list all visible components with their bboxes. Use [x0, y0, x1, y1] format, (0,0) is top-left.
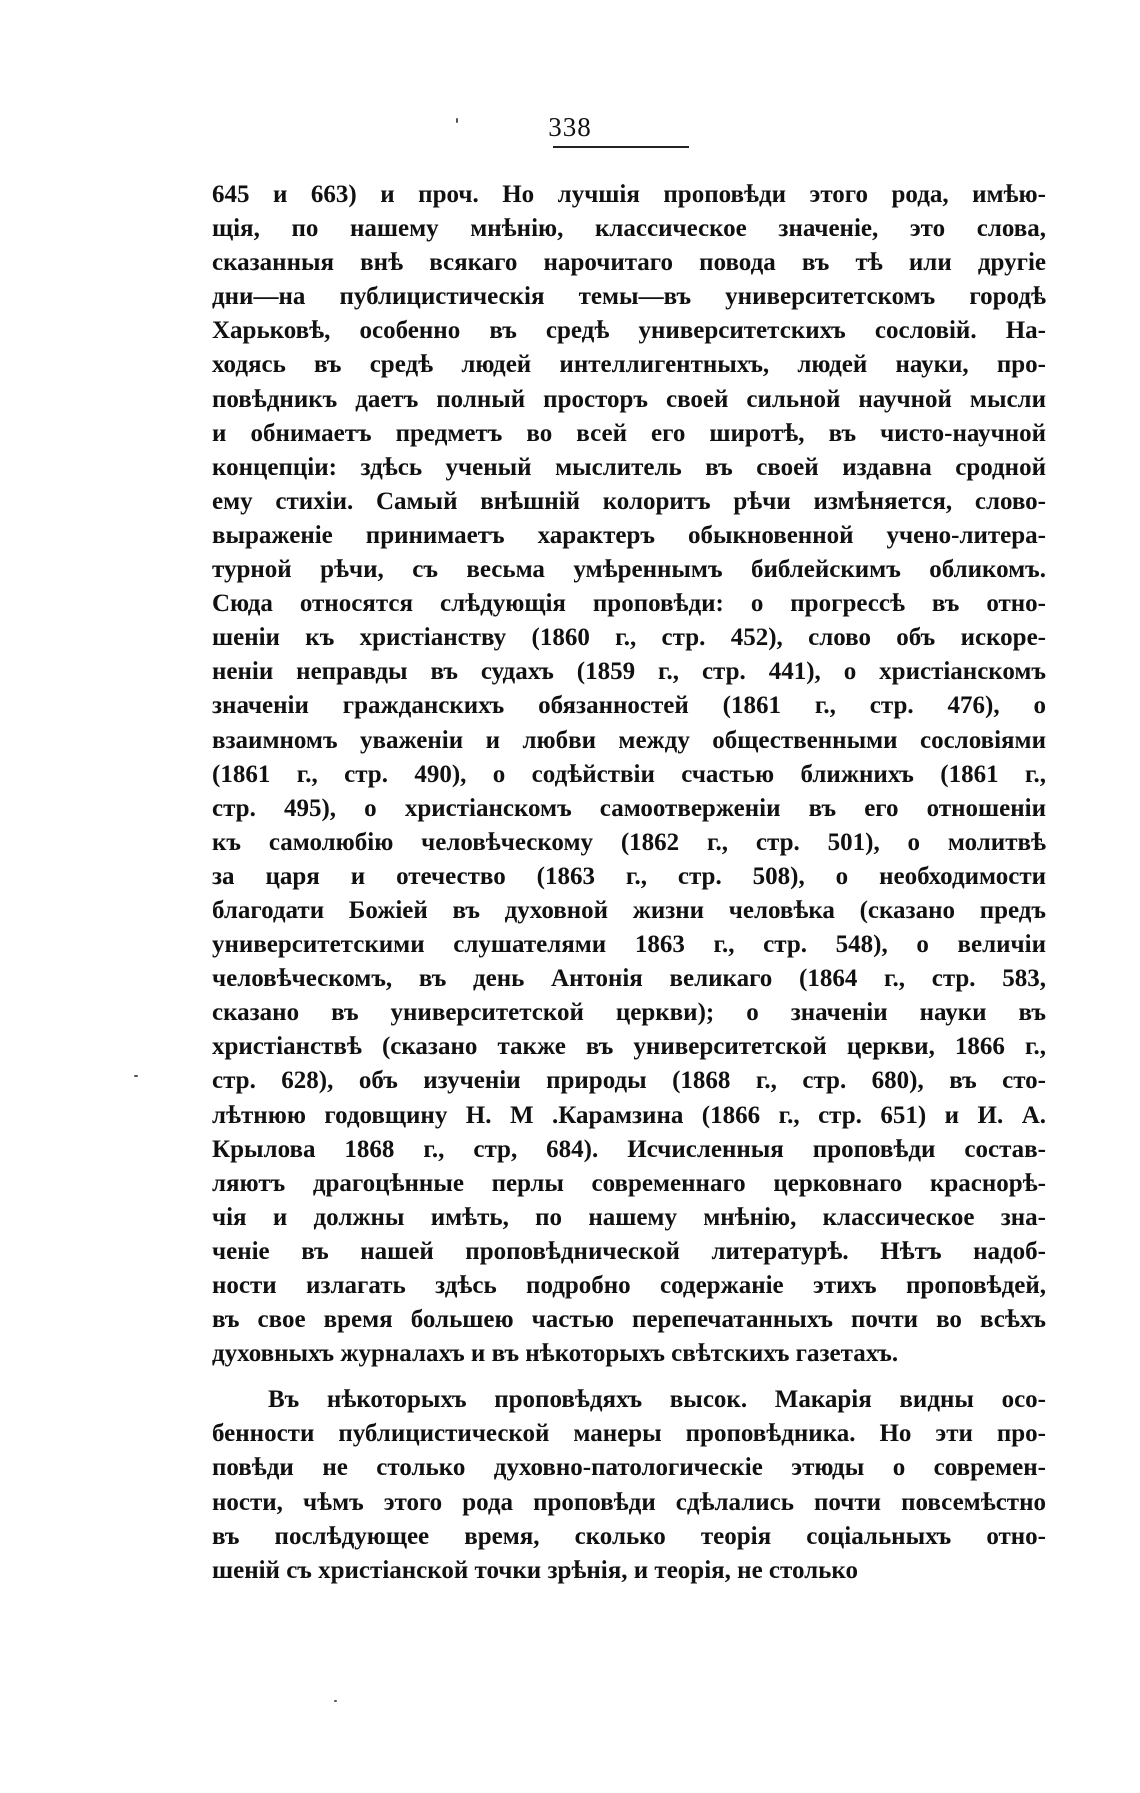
text-line: чія и должны имѣть, по нашему мнѣнію, классическое зна-: [212, 1203, 1046, 1231]
text-line: щія, по нашему мнѣнію, классическое значеніе, это слова,: [212, 215, 1046, 243]
text-line: неніи неправды въ судахъ (1859 г., стр. 441), о христіанскомъ: [212, 658, 1046, 686]
text-line: дни—на публицистическія темы—въ университетскомъ городѣ: [212, 283, 1046, 311]
text-line: въ свое время большею частью перепечатанныхъ почти во всѣхъ: [212, 1306, 1046, 1334]
text-line: Въ нѣкоторыхъ проповѣдяхъ высок. Макарія видны осо-: [268, 1386, 1046, 1414]
text-line: сказанныя внѣ всякаго нарочитаго повода въ тѣ или другіе: [212, 249, 1046, 277]
text-line: благодати Божіей въ духовной жизни человѣка (сказано предъ: [212, 896, 1046, 924]
paragraph: [212, 1383, 1046, 1588]
text-line: (1861 г., стр. 490), о содѣйствіи счастью ближнихъ (1861 г.,: [212, 760, 1046, 788]
text-line: повѣди не столько духовно-патологическіе этюды о современ-: [212, 1454, 1046, 1482]
paragraph: [212, 178, 1046, 1371]
text-line: ляютъ драгоцѣнные перлы современнаго церковнаго краснорѣ-: [212, 1169, 1046, 1197]
text-line: Сюда относятся слѣдующія проповѣди: о прогрессѣ въ отно-: [212, 590, 1046, 618]
text-line: Крылова 1868 г., стр, 684). Исчисленныя проповѣди состав-: [212, 1135, 1046, 1163]
body-text: [212, 178, 1046, 1588]
text-line: бенности публицистической манеры проповѣдника. Но эти про-: [212, 1420, 1046, 1448]
text-line: турной рѣчи, съ весьма умѣреннымъ библейскимъ обликомъ.: [212, 556, 1046, 584]
text-line: къ самолюбію человѣческому (1862 г., стр. 501), о молитвѣ: [212, 828, 1046, 856]
scan-speck: [134, 1075, 138, 1077]
text-line: ности излагать здѣсь подробно содержаніе этихъ проповѣдей,: [212, 1272, 1046, 1299]
text-line: ченіе въ нашей проповѣднической литературѣ. Нѣтъ надоб-: [212, 1237, 1046, 1265]
scan-speck: [456, 118, 458, 123]
text-line: христіанствѣ (сказано также въ университетской церкви, 1866 г.,: [212, 1033, 1046, 1061]
text-line: сказано въ университетской церкви); о значеніи науки въ: [212, 999, 1046, 1027]
text-line: концепціи: здѣсь ученый мыслитель въ своей издавна сродной: [212, 453, 1046, 481]
text-line: лѣтнюю годовщину Н. М .Карамзина (1866 г., стр. 651) и И. А.: [212, 1101, 1046, 1129]
text-line: за царя и отечество (1863 г., стр. 508), о необходимости: [212, 862, 1046, 890]
text-line: ности, чѣмъ этого рода проповѣди сдѣлались почти повсемѣстно: [212, 1488, 1046, 1516]
page-number: 338: [548, 112, 592, 142]
text-line: стр. 495), о христіанскомъ самоотверженіи въ его отношеніи: [212, 794, 1046, 822]
text-line: ходясь въ средѣ людей интеллигентныхъ, людей науки, про-: [212, 351, 1046, 379]
text-line: ему стихіи. Самый внѣшній колоритъ рѣчи измѣняется, слово-: [212, 487, 1046, 515]
text-line: взаимномъ уваженіи и любви между общественными сословіями: [212, 726, 1046, 754]
text-line: 645 и 663) и проч. Но лучшія проповѣди этого рода, имѣю-: [212, 181, 1046, 208]
text-line: и обнимаетъ предметъ во всей его широтѣ, въ чисто-научной: [212, 419, 1046, 447]
scan-speck: [334, 1700, 337, 1702]
text-line: выраженіе принимаетъ характеръ обыкновенной учено-литера-: [212, 521, 1046, 549]
text-line: духовныхъ журналахъ и въ нѣкоторыхъ свѣтскихъ газетахъ.: [212, 1340, 899, 1368]
text-line: значеніи гражданскихъ обязанностей (1861 г., стр. 476), о: [212, 692, 1046, 720]
text-line: шеніи къ христіанству (1860 г., стр. 452), слово объ искоре-: [212, 624, 1046, 652]
text-line: въ послѣдующее время, сколько теорія соціальныхъ отно-: [212, 1522, 1046, 1550]
paragraph-gap: [212, 1371, 1046, 1383]
text-line: университетскими слушателями 1863 г., стр. 548), о величіи: [212, 931, 1046, 959]
text-line: повѣдникъ даетъ полный просторъ своей сильной научной мысли: [212, 385, 1046, 413]
text-line: шеній съ христіанской точки зрѣнія, и теорія, не столько: [212, 1556, 858, 1584]
text-line: человѣческомъ, въ день Антонія великаго (1864 г., стр. 583,: [212, 965, 1046, 993]
header-rule: [553, 146, 689, 148]
text-line: стр. 628), объ изученіи природы (1868 г., стр. 680), въ сто-: [212, 1067, 1046, 1095]
text-line: Харьковѣ, особенно въ средѣ университетскихъ сословій. На-: [212, 317, 1046, 345]
